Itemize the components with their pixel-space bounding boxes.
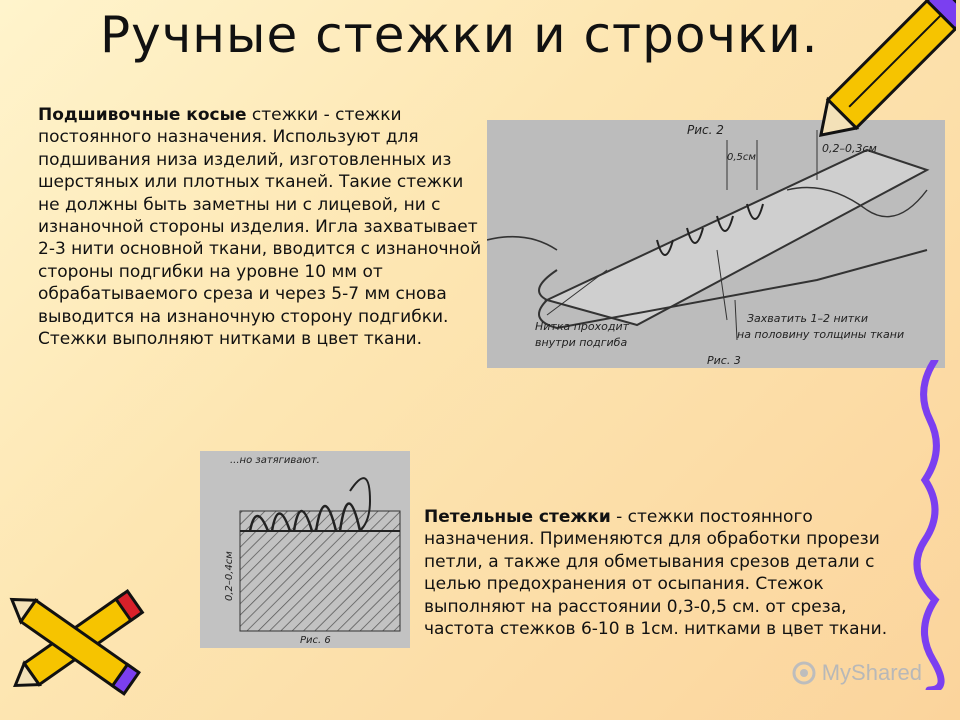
pencil-icon <box>806 0 956 150</box>
figure1-label-small: 0,5см <box>727 152 756 163</box>
hemming-stitch-illustration <box>487 120 945 368</box>
myshared-logo-icon <box>792 661 816 685</box>
crossed-pencils-icon <box>0 560 150 720</box>
loop-stitch-illustration <box>200 451 410 648</box>
loop-stitches-term: Петельные стежки <box>424 507 611 527</box>
figure1-label-left-2: внутри подгиба <box>535 336 628 349</box>
figure1-label-right-2: на половину толщины ткани <box>737 328 905 341</box>
decorative-squiggle <box>905 360 955 690</box>
figure2-caption-bottom: Рис. 6 <box>300 635 331 646</box>
hemming-stitches-term: Подшивочные косые <box>38 105 247 125</box>
figure-loop-stitch <box>200 451 410 648</box>
figure-hemming-stitch <box>487 120 945 368</box>
watermark <box>792 660 922 686</box>
watermark-text: MyShared <box>821 660 922 685</box>
figure1-label-right-1: Захватить 1–2 нитки <box>747 312 869 325</box>
figure1-caption-bottom: Рис. 3 <box>707 354 741 367</box>
hemming-stitches-description: стежки - стежки постоянного назначения. Используют для подшивания низа изделий, изготовленных из шерстяных или плотных тканей. Такие стежки не должны быть заметны ни с лицевой, ни с изнаночной стороны изделия. Игла захватывает 2-3 нити основной ткани, вводится с изнаночной стороны подгибки на уровне 10 мм от обрабатываемого среза и через 5-7 мм снова выводится на изнаночную сторону подгибки. Стежки выполняют нитками в цвет ткани. <box>38 105 482 350</box>
text-block-hemming-stitches <box>38 104 488 350</box>
figure1-caption-top: Рис. 2 <box>687 123 724 137</box>
figure2-caption-top: ...но затягивают. <box>230 455 320 466</box>
figure1-label-left-1: Нитка проходит <box>535 320 630 333</box>
figure1-label-right-top: 0,2–0,3см <box>822 142 877 155</box>
figure2-side-label: 0,2–0,4см <box>224 551 235 601</box>
slide-title: Ручные стежки и строчки. <box>100 6 819 64</box>
loop-stitches-description: - стежки постоянного назначения. Применяются для обработки прорези петли, а также для обметывания срезов детали с целью предохранения от осыпания. Стежок выполняют на расстоянии 0,3-0,5 см. от среза, частота стежков 6-10 в 1см. нитками в цвет ткани. <box>424 507 888 640</box>
text-block-loop-stitches <box>424 506 894 640</box>
